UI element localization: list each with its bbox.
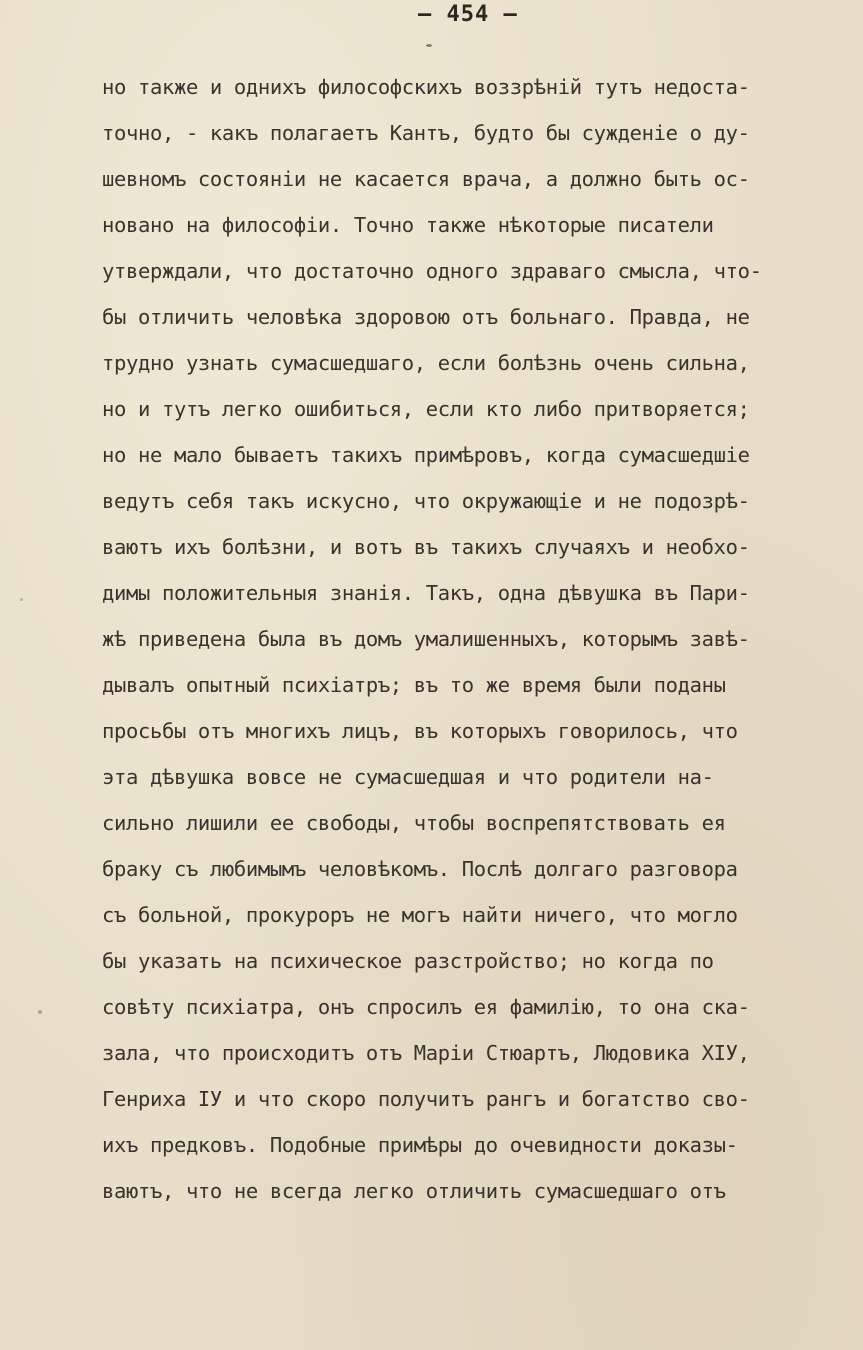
text-line: но и тутъ легко ошибиться, если кто либо притворяется; (102, 397, 750, 421)
text-line: ведутъ себя такъ искусно, что окружающіе и не подозрѣ- (102, 489, 750, 513)
text-line: утверждали, что достаточно одного здраваго смысла, что- (102, 259, 762, 283)
text-line: ваютъ, что не всегда легко отличить сумасшедшаго отъ (102, 1179, 726, 1203)
text-line: совѣту психіатра, онъ спросилъ ея фамилію, то она ска- (102, 995, 750, 1019)
text-line: браку съ любимымъ человѣкомъ. Послѣ долгаго разговора (102, 857, 738, 881)
text-line: димы положительныя знанія. Такъ, одна дѣвушка въ Пари- (102, 581, 750, 605)
text-line: просьбы отъ многихъ лицъ, въ которыхъ говорилось, что (102, 719, 738, 743)
text-line: ихъ предковъ. Подобные примѣры до очевидности доказы- (102, 1133, 738, 1157)
text-line: новано на философіи. Точно также нѣкоторые писатели (102, 213, 714, 237)
text-line: но также и однихъ философскихъ воззрѣній тутъ недоста- (102, 75, 750, 99)
paper-speck (38, 1010, 42, 1014)
page-number: – 454 – (418, 2, 518, 27)
paper-speck (20, 598, 23, 601)
text-line: эта дѣвушка вовсе не сумасшедшая и что родители на- (102, 765, 714, 789)
text-line: точно, - какъ полагаетъ Кантъ, будто бы сужденіе о ду- (102, 121, 750, 145)
text-line: дывалъ опытный психіатръ; въ то же время были поданы (102, 673, 726, 697)
text-line: но не мало бываетъ такихъ примѣровъ, когда сумасшедшіе (102, 443, 750, 467)
text-line: ваютъ ихъ болѣзни, и вотъ въ такихъ случаяхъ и необхо- (102, 535, 750, 559)
paper-speck (426, 44, 432, 47)
text-line: шевномъ состояніи не касается врача, а должно быть ос- (102, 167, 750, 191)
text-line: жѣ приведена была въ домъ умалишенныхъ, которымъ завѣ- (102, 627, 750, 651)
text-line: съ больной, прокуроръ не могъ найти ничего, что могло (102, 903, 738, 927)
text-line: зала, что происходитъ отъ Маріи Стюартъ, Людовика XIУ, (102, 1041, 750, 1065)
text-line: бы отличить человѣка здоровою отъ больнаго. Правда, не (102, 305, 750, 329)
text-line: трудно узнать сумасшедшаго, если болѣзнь очень сильна, (102, 351, 750, 375)
text-line: сильно лишили ее свободы, чтобы воспрепятствовать ея (102, 811, 726, 835)
text-line: бы указать на психическое разстройство; но когда по (102, 949, 714, 973)
text-line: Генриха IУ и что скоро получитъ рангъ и богатство сво- (102, 1087, 750, 1111)
